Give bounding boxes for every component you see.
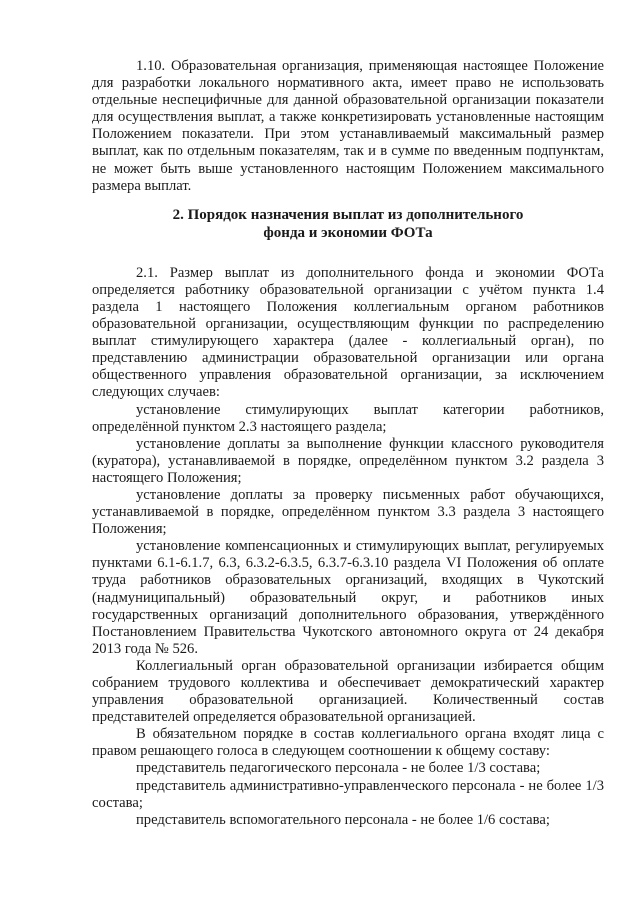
paragraph-1-10: 1.10. Образовательная организация, применяющая настоящее Положение для разработки локального нормативного акта, имеет право не использовать отдельные неспецифичные для данной образовательной организации показатели для осуществления выплат, а также конкретизировать установленные настоящим Положением показатели. При этом устанавливаемый максимальный размер выплат, как по отдельным показателям, так и в сумме по введенным подпунктам, не может быть выше установленного настоящим Положением максимального размера выплат. [92, 58, 604, 194]
paragraph-2-1: 2.1. Размер выплат из дополнительного фонда и экономии ФОТа определяется работнику образовательной организации с учётом пункта 1.4 раздела 1 настоящего Положения коллегиальным органом работников образовательной организации, осуществляющим функции по распределению выплат стимулирующего характера (далее - коллегиальный орган), по представлению администрации образовательной организации или органа общественного управления образовательной организации, за исключением следующих случаев: [92, 264, 604, 401]
list-item-admin-staff: представитель административно-управленческого персонала - не более 1/3 состава; [92, 777, 604, 811]
section-heading-line1: 2. Порядок назначения выплат из дополнительного [172, 206, 524, 223]
list-item-support-staff: представитель вспомогательного персонала - не более 1/6 состава; [136, 811, 550, 828]
list-item-exception-3: установление доплаты за проверку письменных работ обучающихся, устанавливаемой в порядке, определённом пунктом 3.3 раздела 3 настоящего Положения; [92, 486, 604, 538]
section-heading-line2: фонда и экономии ФОТа [263, 224, 433, 241]
list-item-exception-4: установление компенсационных и стимулирующих выплат, регулируемых пунктами 6.1-6.1.7, 6.3, 6.3.2-6.3.5, 6.3.7-6.3.10 раздела VI Положения об оплате труда работников образовательных организаций, входящих в Чукотский (надмуниципальный) образовательный округ, и работников иных государственных организаций дополнительного образования, утверждённого Постановлением Правительства Чукотского автономного округа от 24 декабря 2013 года № 526. [92, 538, 604, 657]
paragraph-collegial-body: Коллегиальный орган образовательной организации избирается общим собранием трудового коллектива и обеспечивает демократический характер управления образовательной организацией. Количественный состав представителей определяется образовательной организацией. [92, 657, 604, 726]
list-item-exception-2: установление доплаты за выполнение функции классного руководителя (куратора), устанавливаемой в порядке, определённом пунктом 3.2 раздела 3 настоящего Положения; [92, 435, 604, 486]
section-heading [92, 206, 604, 242]
list-item-teaching-staff: представитель педагогического персонала - не более 1/3 состава; [136, 760, 541, 777]
paragraph-composition: В обязательном порядке в состав коллегиального органа входят лица с правом решающего голоса в следующем соотношении к общему составу: [92, 726, 604, 760]
list-item-exception-1: установление стимулирующих выплат категории работников, определённой пунктом 2.3 настоящего раздела; [92, 401, 604, 435]
